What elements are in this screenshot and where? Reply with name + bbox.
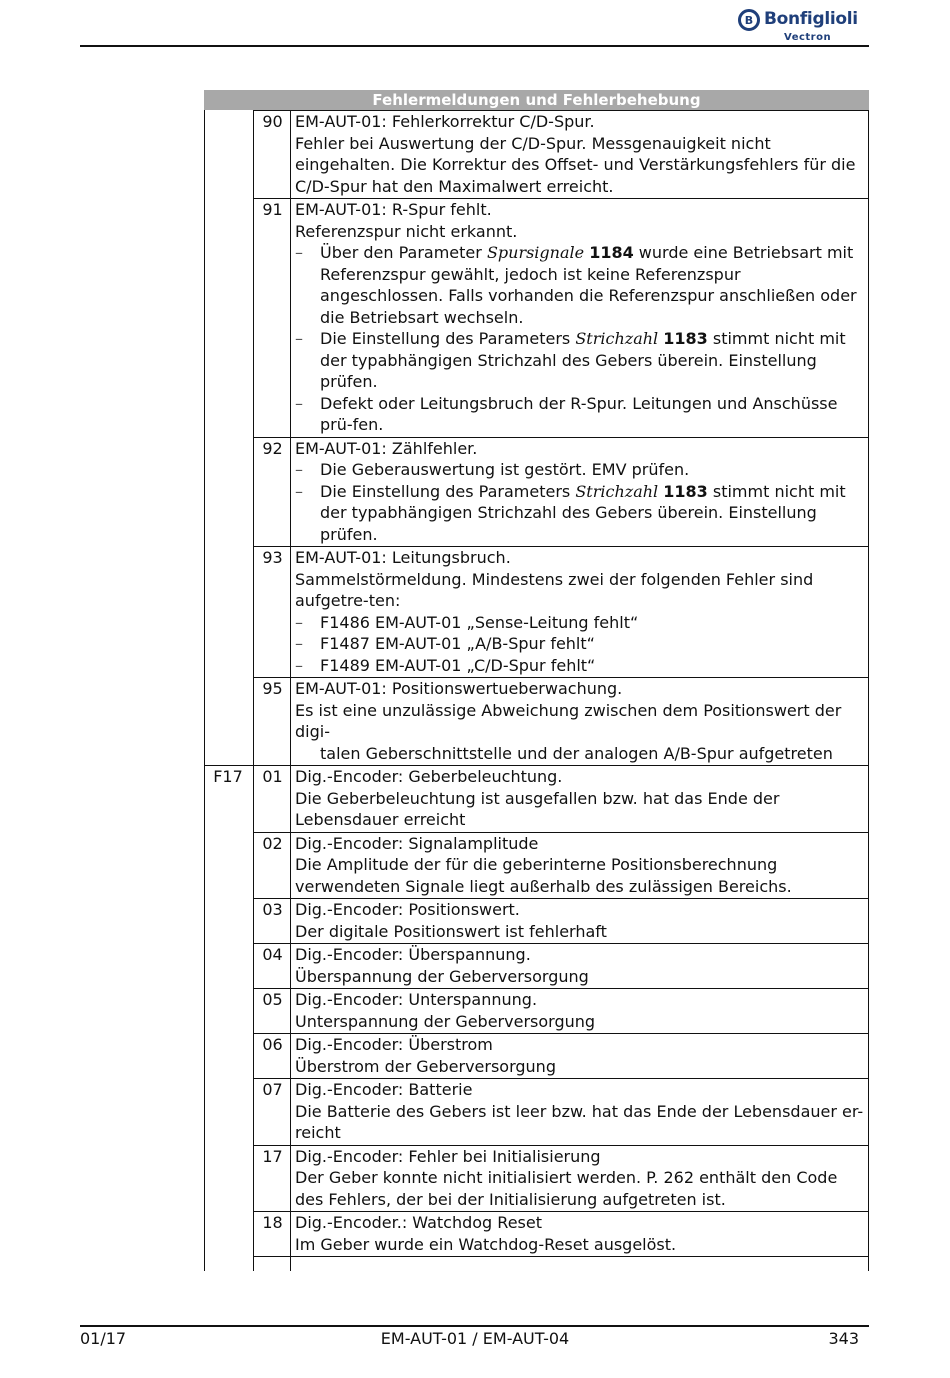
- bullet-item: [295, 655, 865, 677]
- description-line: EM-AUT-01: R-Spur fehlt.: [295, 200, 492, 219]
- description-line: Dig.-Encoder: Positionswert.: [295, 900, 520, 919]
- error-code: 91: [262, 200, 283, 219]
- error-code: 06: [262, 1035, 283, 1054]
- section-title: Fehlermeldungen und Fehlerbehebung: [204, 90, 869, 110]
- error-description: [295, 1033, 869, 1078]
- description-line: EM-AUT-01: Zählfehler.: [295, 438, 478, 458]
- parameter-name: Spursignale: [486, 243, 585, 262]
- error-code: 04: [262, 945, 283, 964]
- description-text: talen Geberschnittstelle und der analogen A/B-Spur aufgetreten: [320, 743, 833, 763]
- error-group: [204, 943, 252, 944]
- table-row: [204, 1211, 869, 1256]
- error-description: [295, 765, 869, 832]
- error-description: [295, 110, 869, 198]
- table-row: [204, 110, 869, 198]
- error-group: [204, 546, 252, 547]
- bullet-text: F1489 EM-AUT-01 „C/D-Spur fehlt“: [320, 655, 596, 675]
- table-rule-left: [204, 110, 205, 1271]
- bullet-text: F1487 EM-AUT-01 „A/B-Spur fehlt“: [320, 634, 595, 653]
- error-code: 01: [262, 767, 283, 786]
- table-row: [204, 437, 869, 547]
- error-description: [295, 677, 869, 765]
- bullet-text: stimmt nicht mit der typabhängigen Strichzahl des Gebers überein. Einstellung prüfen.: [320, 329, 846, 391]
- error-description: [295, 898, 869, 943]
- description-line: Der digitale Positionswert ist fehlerhaft: [295, 921, 607, 941]
- error-group: [204, 1078, 252, 1079]
- description-line: EM-AUT-01: Leitungsbruch.: [295, 548, 511, 567]
- table-row: [204, 1145, 869, 1212]
- table-row: [204, 546, 869, 677]
- footer-rule: [80, 1325, 869, 1327]
- footer-page-number: 343: [828, 1329, 859, 1348]
- error-description: [295, 1078, 869, 1145]
- description-line: Unterspannung der Geberversorgung: [295, 1011, 596, 1031]
- footer-date: 01/17: [80, 1329, 127, 1348]
- error-description: [295, 1145, 869, 1212]
- error-description: [295, 943, 869, 988]
- error-group: [204, 832, 252, 833]
- error-description: [295, 437, 869, 547]
- error-description: [295, 988, 869, 1033]
- table-rule-desc: [290, 110, 291, 1271]
- bullet-text: Die Einstellung des Parameters: [320, 481, 576, 501]
- description-line: Dig.-Encoder: Unterspannung.: [295, 990, 538, 1009]
- error-code: 92: [262, 438, 283, 458]
- bullet-text: Die Einstellung des Parameters: [320, 329, 576, 348]
- error-description: [295, 1211, 869, 1256]
- description-line: Referenzspur nicht erkannt.: [295, 221, 518, 241]
- error-group: [204, 198, 252, 199]
- description-line: Dig.-Encoder: Fehler bei Initialisierung: [295, 1146, 601, 1166]
- table-row: [204, 198, 869, 437]
- bullet-item: [295, 612, 865, 634]
- table-rule-right: [868, 110, 869, 1271]
- error-group: [204, 988, 252, 989]
- error-code: 95: [262, 679, 283, 698]
- table-row: [204, 677, 869, 765]
- footer-module: EM-AUT-01 / EM-AUT-04: [380, 1329, 570, 1348]
- error-code: 18: [262, 1213, 283, 1232]
- bullet-text: wurde eine Betriebsart mit Referenzspur gewählt, jedoch ist keine Referenzspur angeschlossen. Falls vorhanden die Referenzspur anschließen oder die Betriebsart wechseln.: [320, 243, 857, 327]
- table-row: [204, 1033, 869, 1078]
- parameter-number: 1183: [663, 481, 708, 501]
- brand-name: Bonfiglioli: [764, 9, 858, 29]
- error-table: [204, 110, 869, 1256]
- header-rule: [80, 45, 869, 47]
- description-text: Es ist eine unzulässige Abweichung zwischen dem Positionswert der digi-: [295, 700, 842, 741]
- error-code: 05: [262, 990, 283, 1009]
- description-line: Fehler bei Auswertung der C/D-Spur. Messgenauigkeit nicht eingehalten. Die Korrektur des Offset- und Verstärkungsfehlers für die C/D-Spur hat den Maximalwert erreicht.: [295, 133, 856, 196]
- error-group: F17: [213, 767, 243, 786]
- description-line: EM-AUT-01: Positionswertueberwachung.: [295, 679, 623, 698]
- error-group: [204, 1211, 252, 1212]
- parameter-name: Strichzahl: [575, 481, 659, 501]
- description-line: Dig.-Encoder: Überstrom: [295, 1035, 493, 1054]
- error-code: 90: [262, 112, 283, 131]
- bonfiglioli-logo-icon: B: [738, 9, 760, 31]
- error-group: [204, 1033, 252, 1034]
- table-row: [204, 765, 869, 832]
- error-code: 02: [262, 833, 283, 853]
- parameter-name: Strichzahl: [575, 329, 659, 348]
- table-row: [204, 988, 869, 1033]
- bullet-text: Über den Parameter: [320, 243, 487, 262]
- error-description: [295, 546, 869, 677]
- description-line: Dig.-Encoder: Batterie: [295, 1080, 473, 1099]
- error-group: [204, 898, 252, 899]
- error-group: [204, 437, 252, 438]
- parameter-number: 1183: [663, 329, 708, 348]
- row-divider: [253, 1256, 869, 1257]
- description-line: Dig.-Encoder: Signalamplitude: [295, 833, 539, 853]
- brand-logo: [738, 8, 868, 48]
- description-line: Die Amplitude der für die geberinterne Positionsberechnung verwendeten Signale liegt außerhalb des zulässigen Bereichs.: [295, 855, 792, 896]
- bullet-text: Defekt oder Leitungsbruch der R-Spur. Leitungen und Anschüsse prü-fen.: [320, 393, 838, 434]
- error-group: [204, 677, 252, 678]
- error-group: [204, 110, 252, 111]
- bullet-item: [295, 481, 865, 546]
- bullet-text: Die Geberauswertung ist gestört. EMV prüfen.: [320, 460, 690, 479]
- bullet-item: [295, 393, 865, 436]
- error-code: 93: [262, 548, 283, 567]
- description-line: Überspannung der Geberversorgung: [295, 966, 589, 986]
- description-line: Die Geberbeleuchtung ist ausgefallen bzw. hat das Ende der Lebensdauer erreicht: [295, 788, 780, 829]
- table-rule-code: [253, 110, 254, 1271]
- description-line: Dig.-Encoder: Geberbeleuchtung.: [295, 767, 563, 786]
- description-line: [295, 700, 865, 765]
- bullet-text: stimmt nicht mit der typabhängigen Strichzahl des Gebers überein. Einstellung prüfen.: [320, 481, 846, 544]
- table-row: [204, 943, 869, 988]
- bullet-item: [295, 328, 865, 393]
- bullet-item: [295, 242, 865, 328]
- bullet-text: F1486 EM-AUT-01 „Sense-Leitung fehlt“: [320, 612, 639, 632]
- description-line: Der Geber konnte nicht initialisiert werden. P. 262 enthält den Code des Fehlers, der bei der Initialisierung aufgetreten ist.: [295, 1168, 838, 1209]
- parameter-number: 1184: [589, 243, 634, 262]
- description-line: Überstrom der Geberversorgung: [295, 1056, 556, 1076]
- error-description: [295, 832, 869, 899]
- error-code: 07: [262, 1080, 283, 1099]
- error-code: 17: [262, 1146, 283, 1166]
- table-row: [204, 1078, 869, 1145]
- description-line: EM-AUT-01: Fehlerkorrektur C/D-Spur.: [295, 112, 595, 131]
- bullet-item: [295, 633, 865, 655]
- table-row: [204, 832, 869, 899]
- bullet-item: [295, 459, 865, 481]
- table-row: [204, 898, 869, 943]
- description-line: Im Geber wurde ein Watchdog-Reset ausgelöst.: [295, 1234, 677, 1254]
- description-line: Dig.-Encoder: Überspannung.: [295, 945, 531, 964]
- error-code: 03: [262, 900, 283, 919]
- table-top-rule: [253, 110, 869, 111]
- brand-subname: Vectron: [784, 32, 832, 43]
- description-line: Dig.-Encoder.: Watchdog Reset: [295, 1213, 542, 1232]
- description-line: Sammelstörmeldung. Mindestens zwei der folgenden Fehler sind aufgetre-ten:: [295, 569, 814, 610]
- error-group: [204, 1145, 252, 1146]
- error-description: [295, 198, 869, 437]
- description-line: Die Batterie des Gebers ist leer bzw. hat das Ende der Lebensdauer er-reicht: [295, 1101, 864, 1142]
